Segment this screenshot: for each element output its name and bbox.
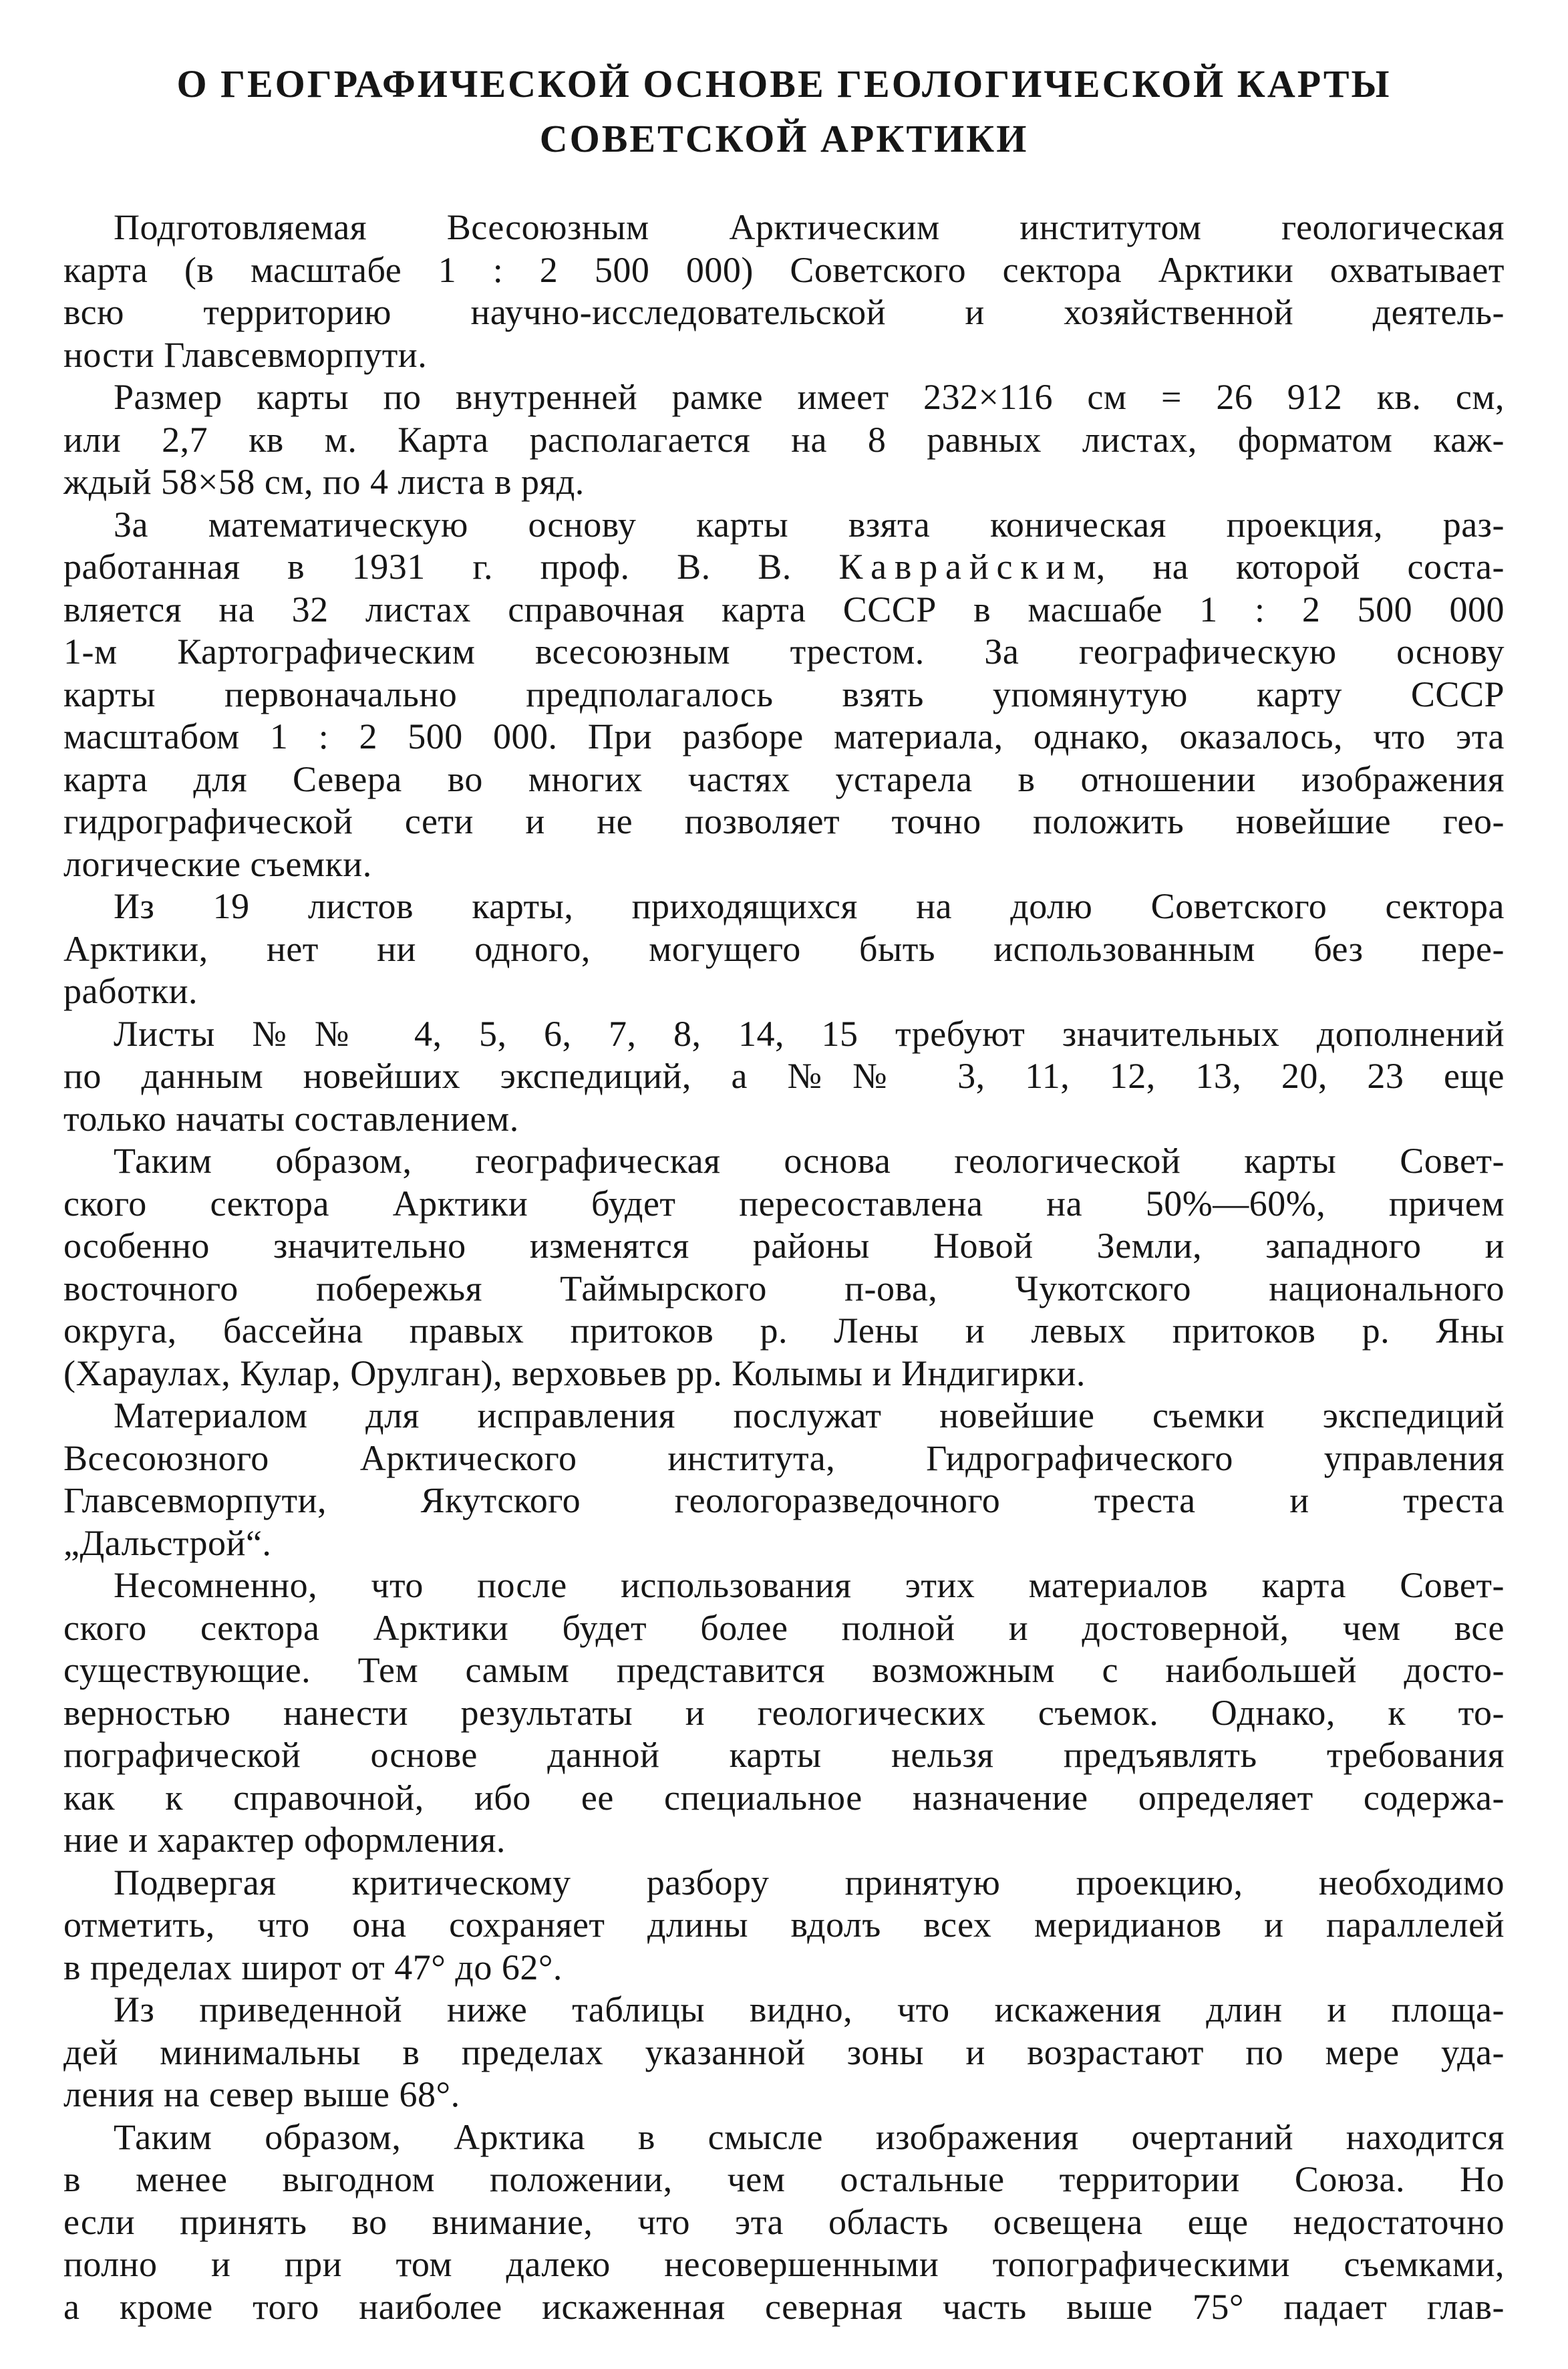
text-line: „Дальстрой“. [63,1522,272,1563]
text-line: Подвергая критическому разбору принятую проекцию, необходимо [114,1862,1505,1903]
text-line: работанная в 1931 г. проф. В. В. К а в р а й с к и м, на которой соста- [63,547,1505,587]
text-line: Подготовляемая Всесоюзным Арктическим институтом геологическая [114,207,1505,247]
text-line: в пределах широт от 47° до 62°. [63,1947,563,1987]
text-line: пографической основе данной карты нельзя предъявлять требования [63,1735,1505,1775]
text-line: работки. [63,971,198,1011]
paragraph [63,376,1505,504]
text-line: 1-м Картографическим всесоюзным трестом. За географическую основу [63,632,1505,672]
text-line: Таким образом, Арктика в смысле изображения очертаний находится [114,2116,1505,2157]
article-body [63,206,1505,2328]
text-line: ского сектора Арктики будет пересоставлена на 50%—60%, причем [63,1183,1505,1224]
paragraph [63,1564,1505,1862]
text-line: Всесоюзного Арктического института, Гидрографического управления [63,1437,1505,1478]
text-line: Таким образом, географическая основа геологической карты Совет- [114,1141,1505,1181]
text-line: дей минимальны в пределах указанной зоны и возрастают по мере уда- [63,2032,1505,2072]
text-line: Из 19 листов карты, приходящихся на долю Советского сектора [114,886,1505,926]
text-line: (Хараулах, Кулар, Орулган), верховьев рр. Колымы и Индигирки. [63,1353,1086,1393]
page-title [63,57,1505,166]
paragraph [63,1395,1505,1564]
text-line: или 2,7 кв м. Карта располагается на 8 равных листах, форматом каж- [63,419,1505,460]
text-line: Из приведенной ниже таблицы видно, что искажения длин и площа- [114,1989,1505,2030]
text-line: карты первоначально предполагалось взять упомянутую карту СССР [63,674,1505,714]
text-line: масштабом 1 : 2 500 000. При разборе материала, однако, оказалось, что эта [63,716,1505,756]
text-line: карта (в масштабе 1 : 2 500 000) Советского сектора Арктики охватывает [63,249,1505,290]
paragraph [63,1140,1505,1395]
text-line: отметить, что она сохраняет длины вдолъ всех меридианов и параллелей [63,1905,1505,1945]
text-line: Материалом для исправления послужат новейшие съемки экспедиций [114,1395,1505,1435]
text-line: в менее выгодном положении, чем остальные территории Союза. Но [63,2159,1505,2199]
paragraph [63,1989,1505,2116]
text-line: За математическую основу карты взята коническая проекция, раз- [114,504,1505,545]
text-line: существующие. Тем самым представится возможным с наибольшей досто- [63,1650,1505,1690]
text-line: полно и при том далеко несовершенными топографическими съемками, [63,2244,1505,2284]
text-line: как к справочной, ибо ее специальное назначение определяет содержа- [63,1777,1505,1818]
paragraph [63,885,1505,1013]
text-line: округа, бассейна правых притоков р. Лены и левых притоков р. Яны [63,1310,1505,1351]
text-line: Размер карты по внутренней рамке имеет 232×116 см = 26 912 кв. см, [114,377,1505,417]
title-line-2: СОВЕТСКОЙ АРКТИКИ [539,117,1029,160]
text-line: Главсевморпути, Якутского геологоразведочного треста и треста [63,1480,1505,1520]
paragraph [63,1013,1505,1141]
paragraph [63,1862,1505,1989]
title-line-1: О ГЕОГРАФИЧЕСКОЙ ОСНОВЕ ГЕОЛОГИЧЕСКОЙ КАРТЫ [176,62,1392,106]
text-line: верностью нанести результаты и геологических съемок. Однако, к то- [63,1692,1505,1733]
paragraph [63,206,1505,376]
text-line: ние и характер оформления. [63,1820,506,1860]
text-line: ждый 58×58 см, по 4 листа в ряд. [63,462,585,502]
text-line: гидрографической сети и не позволяет точно положить новейшие гео- [63,801,1505,841]
paragraph [63,2116,1505,2329]
text-line: если принять во внимание, что эта область освещена еще недостаточно [63,2201,1505,2242]
text-line: ности Главсевморпути. [63,334,428,375]
text-line: логические съемки. [63,843,372,884]
text-line: по данным новейших экспедиций, а №№ 3, 11, 12, 13, 20, 23 еще [63,1056,1505,1096]
text-line: Несомненно, что после использования этих материалов карта Совет- [114,1565,1505,1605]
text-line: восточного побережья Таймырского п-ова, Чукотского национального [63,1268,1505,1308]
text-line: только начаты составлением. [63,1098,519,1139]
text-line: вляется на 32 листах справочная карта СССР в масшабе 1 : 2 500 000 [63,589,1505,630]
text-line: всю территорию научно-исследовательской и хозяйственной деятель- [63,292,1505,332]
text-line: особенно значительно изменятся районы Новой Земли, западного и [63,1226,1505,1266]
text-line: Арктики, нет ни одного, могущего быть использованным без пере- [63,928,1505,969]
text-line: ления на север выше 68°. [63,2074,460,2114]
text-line: ского сектора Арктики будет более полной и достоверной, чем все [63,1607,1505,1648]
text-line: Листы №№ 4, 5, 6, 7, 8, 14, 15 требуют значительных дополнений [114,1013,1505,1054]
paragraph [63,504,1505,886]
text-line: а кроме того наиболее искаженная северная часть выше 75° падает глав- [63,2286,1505,2327]
text-line: карта для Севера во многих частях устарела в отношении изображения [63,758,1505,799]
